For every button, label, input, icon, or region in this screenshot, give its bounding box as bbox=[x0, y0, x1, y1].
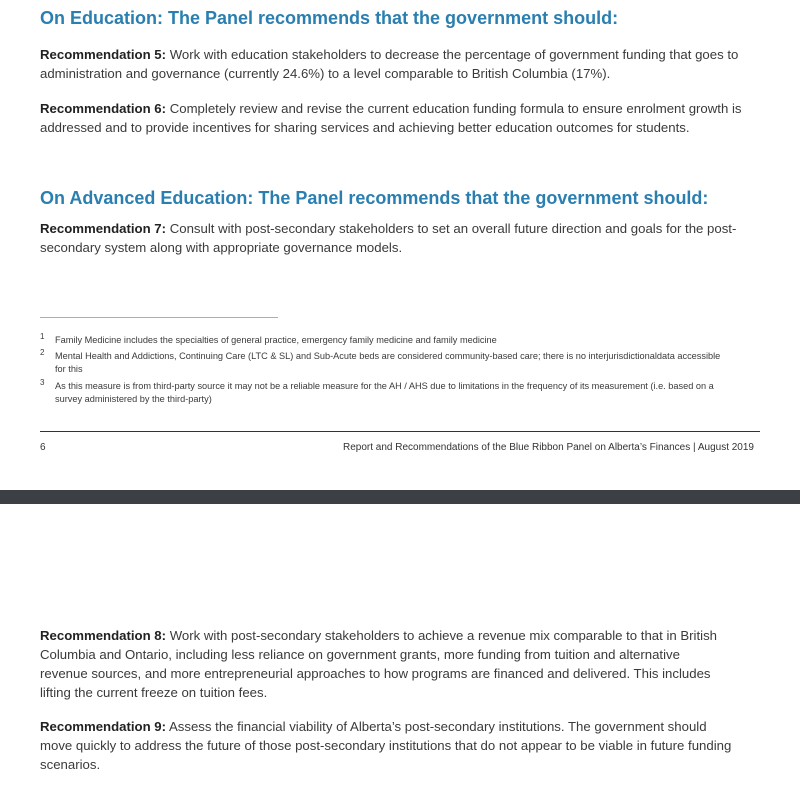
page-separator bbox=[0, 490, 800, 504]
recommendation-6 bbox=[40, 99, 760, 137]
footer-divider bbox=[40, 431, 760, 432]
education-heading: On Education: The Panel recommends that the government should: bbox=[40, 8, 619, 28]
recommendation-7-text: Consult with post-secondary stakeholders to set an overall future direction and goals for the post-secondary system along with appropriate governance models. bbox=[40, 221, 737, 255]
footer-title: Report and Recommendations of the Blue Ribbon Panel on Alberta’s Finances | August 2019 bbox=[342, 442, 754, 453]
recommendation-7-label: Recommendation 7: bbox=[40, 221, 167, 236]
footnote-1 bbox=[40, 334, 730, 347]
advanced-education-heading: On Advanced Education: The Panel recommends that the government should: bbox=[40, 188, 709, 208]
recommendation-5-label: Recommendation 5: bbox=[40, 47, 167, 62]
recommendation-6-label: Recommendation 6: bbox=[40, 101, 167, 116]
recommendation-8 bbox=[40, 626, 730, 702]
recommendation-9 bbox=[40, 717, 740, 774]
footnote-text: Family Medicine includes the specialties of general practice, emergency family medicine and family medicine bbox=[55, 335, 497, 345]
footnote-text: As this measure is from third-party source it may not be a reliable measure for the AH / AHS due to limitations in the frequency of its measurement (i.e. based on a survey administered by the third-party) bbox=[55, 381, 714, 404]
recommendation-5-text: Work with education stakeholders to decrease the percentage of government funding that goes to administration and governance (currently 24.6%) to a level comparable to British Columbia (17%). bbox=[40, 47, 739, 81]
footnote-divider bbox=[40, 317, 278, 318]
recommendation-6-text: Completely review and revise the current education funding formula to ensure enrolment growth is addressed and to provide incentives for sharing services and achieving better education outcomes for students. bbox=[40, 101, 742, 135]
footnote-2 bbox=[40, 350, 730, 375]
footnote-3 bbox=[40, 380, 730, 405]
footnote-number: 2 bbox=[40, 348, 45, 357]
recommendation-9-text: Assess the financial viability of Alberta’s post-secondary institutions. The government should move quickly to address the future of those post-secondary institutions that do not appear to be viable in future funding scenarios. bbox=[40, 719, 732, 772]
recommendation-8-label: Recommendation 8: bbox=[40, 628, 167, 643]
footnote-number: 3 bbox=[40, 378, 45, 387]
document-page-2 bbox=[0, 504, 800, 785]
footnote-text: Mental Health and Addictions, Continuing Care (LTC & SL) and Sub-Acute beds are considered community-based care; there is no interjurisdictionaldata accessible for this bbox=[55, 351, 721, 374]
recommendation-8-text: Work with post-secondary stakeholders to achieve a revenue mix comparable to that in British Columbia and Ontario, including less reliance on government grants, more funding from tuition and alternative revenue sources, and more entrepreneurial approaches to how programs are financed and delivered. This includes lifting the current freeze on tuition fees. bbox=[40, 628, 718, 700]
recommendation-7 bbox=[40, 219, 760, 257]
recommendation-5 bbox=[40, 45, 760, 83]
recommendation-9-label: Recommendation 9: bbox=[40, 719, 167, 734]
footnote-number: 1 bbox=[40, 332, 45, 341]
page-number: 6 bbox=[40, 442, 46, 453]
